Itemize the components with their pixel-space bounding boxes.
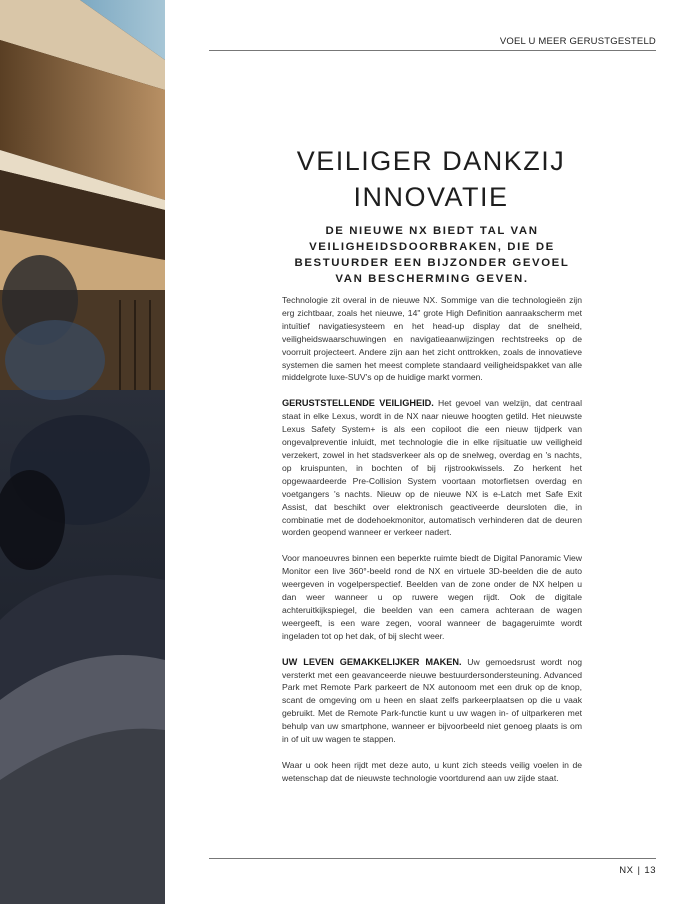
page-subtitle: DE NIEUWE NX BIEDT TAL VAN VEILIGHEIDSDOORBRAKEN, DIE DE BESTUURDER EEN BIJZONDER GEVOEL VAN BESCHERMING GEVEN. — [294, 225, 570, 285]
safety-text: Het gevoel van welzijn, dat centraal staat in elke Lexus, wordt in de NX naar nieuwe hoogten getild. Het nieuwste Lexus Safety System+ is als een copiloot die een nieuw tijdperk van ongevalpreventie inluidt, met technologie die in elke rijsituatie uw veiligheid verzekert, zowel in het stadsverkeer als op de snelweg, overdag en 's nachts, op kruispunten, in bochten of bij rijstrookwissels. Zo herkent het opgewaardeerde Pre-Collision System voortaan motorfietsen overdag en voetgangers 's nachts. Nieuw op de nieuwe NX is e-Latch met Safe Exit Assist, dat beschikt over elektronisch geactiveerde deursloten die, in combinatie met de dodehoekmonitor, automatisch verhinderen dat de deuren worden geopend wanneer er verkeer nadert. — [282, 398, 582, 538]
article-body — [282, 294, 582, 798]
cyclist-photo — [0, 0, 165, 904]
section-header — [209, 36, 656, 51]
easier-paragraph — [282, 656, 582, 746]
page-number: 13 — [644, 865, 656, 876]
closing-paragraph: Waar u ook heen rijdt met deze auto, u kunt zich steeds veilig voelen in de wetenschap dat de nieuwste technologie voortdurend aan uw zijde staat. — [282, 760, 582, 783]
panoramic-paragraph: Voor manoeuvres binnen een beperkte ruimte biedt de Digital Panoramic View Monitor een live 360°-beeld rond de NX en virtuele 3D-beelden die de auto weergeven in vogelperspectief. Beelden van de zone onder de NX helpen u dan weer wanneer u op ruwere wegen rijdt. Ook de digitale achteruitkijkspiegel, die beelden van een camera achteraan de wagen weergeeft, is een ware zegen, vooral wanneer de bagageruimte wordt ingeladen tot op het dak, of bij slecht weer. — [282, 553, 582, 641]
footer-model: NX — [619, 865, 634, 876]
intro-paragraph: Technologie zit overal in de nieuwe NX. Sommige van die technologieën zijn erg zichtbaar, zoals het nieuwe, 14" grote High Definition aanraakscherm met intuïtief navigatiesysteem en het head-up display dat de snelheid, veiligheidswaarschuwingen en navigatieaanwijzingen rechtstreeks op de voorruit projecteert. Andere zijn aan het zicht onttrokken, zoals de innovatieve systemen die samen het meest complete standaard veiligheidspakket van alle middelgrote luxe-SUV's op de huidige markt vormen. — [282, 295, 582, 383]
page-title: VEILIGER DANKZIJ INNOVATIE — [296, 146, 566, 212]
footer-divider — [209, 858, 656, 859]
easier-text: Uw gemoedsrust wordt nog versterkt met een geavanceerde nieuwe bestuurdersondersteuning. Advanced Park met Remote Park parkeert de NX autonoom met een druk op de knop, scant de omgeving om u heen en slaat zelfs parkeerplaatsen op die u vaak gebruikt. Met de Remote Park-functie kunt u uw wagen in- of uitparkeren met behulp van uw smartphone, wanneer er bijvoorbeeld niet genoeg plaats is om in of uit uw wagen te stappen. — [282, 656, 583, 745]
safety-heading: GERUSTSTELLENDE VEILIGHEID. — [282, 398, 434, 409]
section-label: VOEL U MEER GERUSTGESTELD — [499, 36, 656, 47]
safety-paragraph — [282, 397, 582, 539]
easier-heading: UW LEVEN GEMAKKELIJKER MAKEN. — [282, 656, 462, 667]
footer-separator: | — [637, 865, 641, 876]
page-footer — [619, 865, 656, 876]
